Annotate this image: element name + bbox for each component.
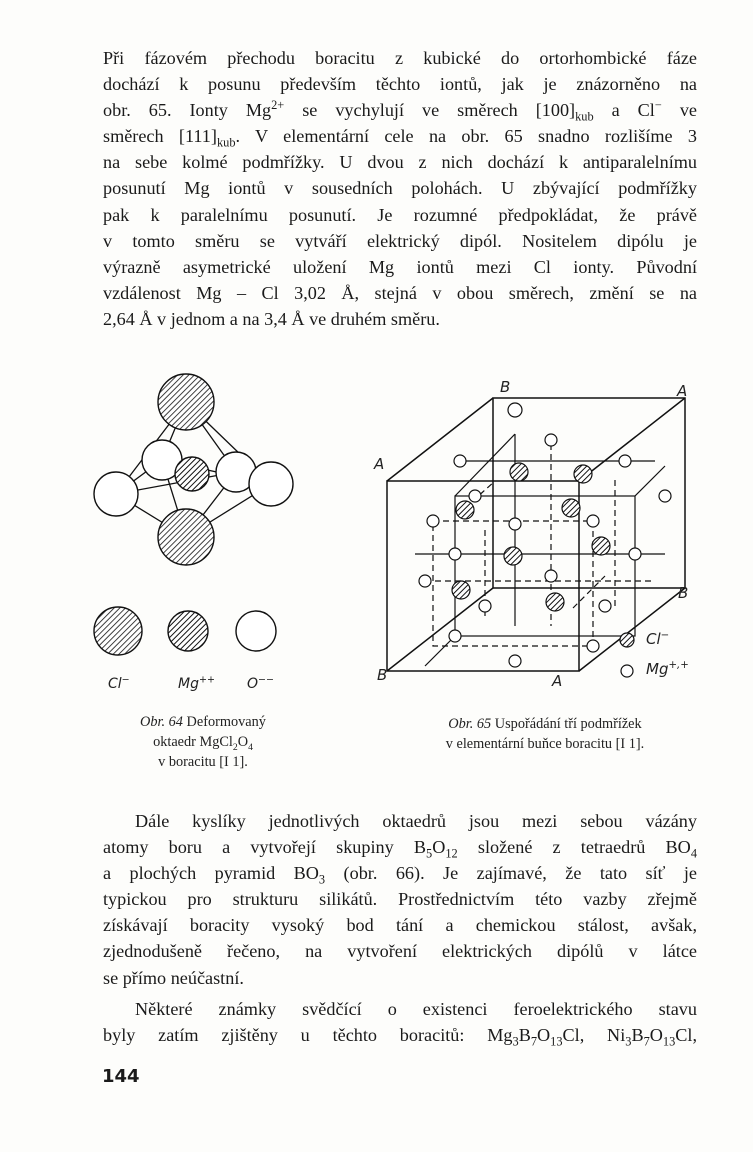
figure-65-unit-cell [365, 376, 705, 706]
cl-atom-bottom [158, 509, 214, 565]
subscript: 2 [232, 741, 238, 753]
text-line: 2,64 Å v jednom a na 3,4 Å ve druhém směru. [103, 308, 440, 329]
subscript: 3 [512, 1034, 519, 1049]
superscript: +,+ [668, 660, 689, 671]
text-run: O [649, 1025, 663, 1046]
subscript: 5 [426, 846, 433, 861]
text-line: vzdálenost Mg – Cl 3,02 Å, stejná v obou směrech, změní se na [103, 282, 697, 303]
figure-65-caption [380, 714, 710, 754]
caption-line [380, 714, 710, 734]
outer-cube [387, 398, 685, 671]
subscript: 4 [690, 846, 698, 861]
cl-atoms [452, 463, 610, 611]
text-run: a Cl [593, 100, 655, 121]
fig65-label-a-left: A [374, 455, 385, 473]
legend-text: Mg [646, 660, 669, 678]
text-line [103, 97, 697, 123]
text-line [103, 123, 697, 149]
text-line: Některé známky svědčící o existenci feroelektrického stavu [135, 999, 697, 1019]
subscript: 13 [550, 1034, 563, 1049]
legend-text: O [247, 676, 259, 692]
caption-text: Deformovaný [182, 714, 266, 730]
text-run: . V elementární cele na obr. 65 snadno rozlišíme 3 [235, 126, 697, 147]
o-atom-right [249, 462, 293, 506]
legend-text: Cl [108, 676, 122, 692]
text-run: složené z tetraedrů BO [457, 837, 691, 858]
superscript: ++ [198, 674, 215, 686]
text-run: atomy boru a vytvořejí skupiny B [103, 837, 427, 858]
subscript: 3 [625, 1034, 632, 1049]
subscript: 13 [662, 1034, 676, 1049]
caption-text: oktaedr MgCl [153, 734, 233, 750]
subscript: 12 [445, 846, 458, 861]
caption-label: Obr. 65 [448, 716, 492, 732]
subscript: 7 [643, 1034, 650, 1049]
caption-text: Uspořádání tří podmřížek [491, 716, 642, 732]
text-run: a plochých pyramid BO [103, 863, 319, 884]
paragraph-1 [103, 45, 697, 332]
caption-line: v elementární buňce boracitu [I 1]. [445, 736, 645, 752]
fig65-label-b-top: B [500, 378, 511, 396]
text-run: byly zatím zjištěny u těchto boracitů: Mg [103, 1025, 513, 1046]
caption-label: Obr. 64 [140, 714, 183, 730]
subscript: kub [575, 109, 594, 124]
text-run: B [631, 1025, 644, 1046]
text-run: O [432, 837, 446, 858]
text-line: Při fázovém přechodu boracitu z kubické do ortorhombické fáze [103, 48, 697, 68]
text-run: obr. 65. Ionty Mg [103, 100, 272, 121]
superscript: − [654, 98, 662, 113]
text-run: směrech [111] [103, 126, 217, 147]
fig65-label-b-bottom: B [377, 666, 388, 684]
legend-o-atom [236, 611, 276, 651]
subscript: 7 [530, 1034, 538, 1049]
text-run: B [518, 1025, 531, 1046]
cl-atom-top [158, 374, 214, 430]
mg-atom-center [175, 457, 209, 491]
text-line [103, 860, 697, 886]
subscript: 4 [248, 741, 253, 753]
text-line: posunutí Mg iontů v sousedních polohách. U zbývající podmřížky [103, 178, 697, 199]
subscript: 3 [318, 872, 326, 887]
text-run: ve [661, 100, 697, 121]
text-line: pak k paralelnímu posunutí. Je rozumné předpokládat, že právě [103, 204, 697, 225]
caption-line: v boracitu [I 1]. [158, 754, 248, 770]
legend-text: Mg [178, 676, 199, 692]
paragraph-2 [103, 808, 697, 991]
text-line: na sebe kolmé podmřížky. U dvou z nich dochází k antiparalelnímu [103, 152, 697, 173]
legend-o-label [247, 676, 274, 692]
legend-text: Cl [646, 630, 661, 648]
legend-mg-label [178, 676, 215, 692]
superscript: − [660, 630, 670, 641]
legend-cl-atom [94, 607, 142, 655]
figure-64-caption [98, 712, 308, 772]
text-line: výrazně asymetrické uložení Mg iontů mezi Cl ionty. Původní [103, 256, 697, 277]
text-line: v tomto směru se vytváří elektrický dipól. Nositelem dipólu je [103, 230, 697, 251]
text-run: O [537, 1025, 551, 1046]
superscript: − [121, 674, 130, 686]
subscript: kub [216, 135, 236, 150]
fig65-legend-mg [646, 660, 689, 678]
text-line: Dále kyslíky jednotlivých oktaedrů jsou mezi sebou vázány [135, 811, 697, 831]
text-line: získávají boracity vysoký bod tání a chemickou stálost, avšak, [103, 915, 697, 936]
text-line: zjednodušeně řečeno, na vytvoření elektrických dipólů v látce [103, 941, 697, 962]
fig65-legend-cl [646, 630, 669, 648]
superscript: −− [258, 674, 274, 686]
text-line [103, 834, 697, 860]
fig65-label-a-bottom: A [552, 672, 563, 690]
legend-mg-atom [621, 665, 633, 677]
caption-line [98, 732, 308, 752]
legend-cl-label [108, 676, 130, 692]
text-line: typickou pro strukturu silikátů. Prostřednictvím této vazby zřejmě [103, 889, 697, 910]
figure-64-octahedron [88, 362, 316, 707]
text-run: se vychylují ve směrech [100] [284, 100, 576, 121]
mg-atoms [419, 403, 671, 667]
text-run: (obr. 66). Je zajímavé, že tato síť je [325, 863, 697, 884]
text-line: se přímo neúčastní. [103, 967, 244, 988]
text-run: Cl, Ni [562, 1025, 626, 1046]
fig65-label-b-right: B [678, 584, 689, 602]
text-line: dochází k posunu především těchto iontů, jak je znázorněno na [103, 74, 697, 95]
fig65-label-a-top: A [677, 382, 688, 400]
caption-line [98, 712, 308, 732]
page-number: 144 [102, 1066, 140, 1087]
legend-cl-atom [620, 633, 634, 647]
text-line [103, 1022, 697, 1048]
caption-text: O [237, 734, 249, 750]
text-run: Cl, [675, 1025, 697, 1046]
o-atom-left [94, 472, 138, 516]
superscript: 2+ [271, 98, 285, 113]
paragraph-3 [103, 996, 697, 1048]
legend-mg-atom [168, 611, 208, 651]
